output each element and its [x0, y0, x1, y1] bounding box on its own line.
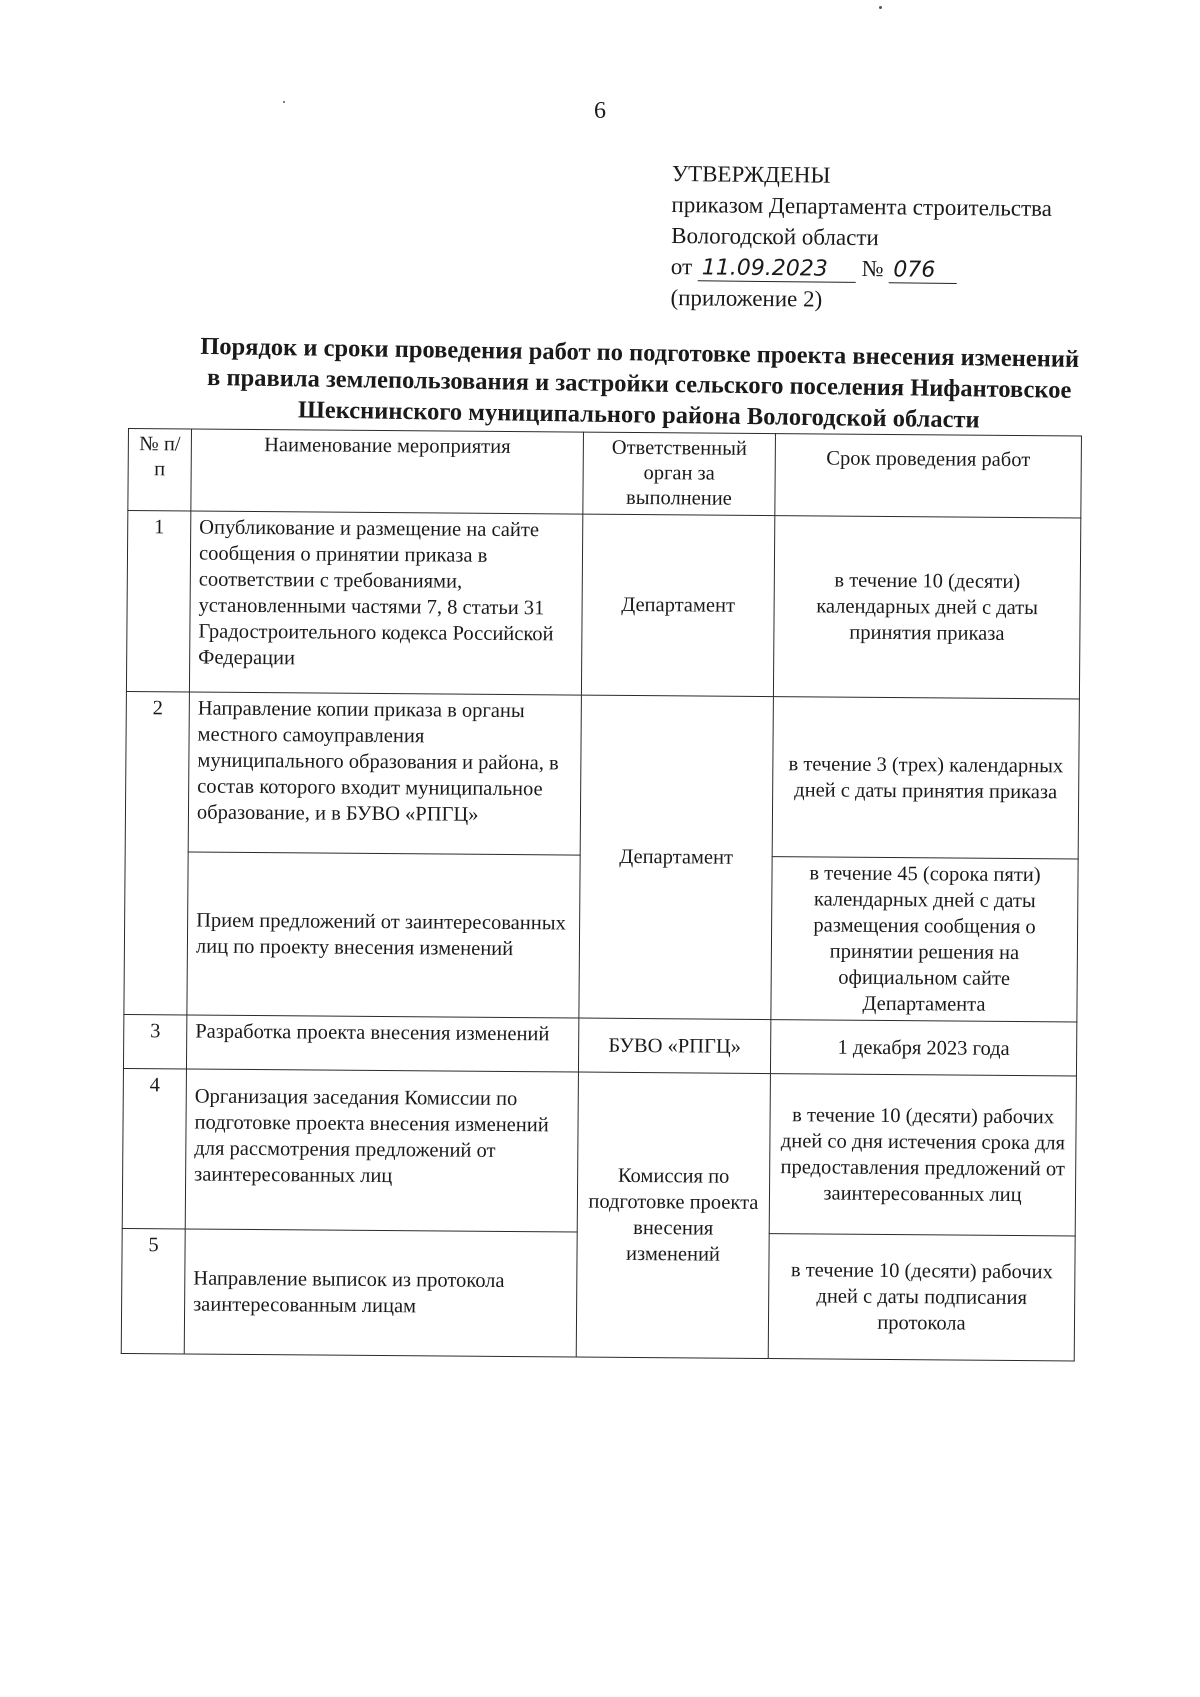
table-row — [125, 691, 1079, 858]
approval-heading: УТВЕРЖДЕНЫ — [671, 160, 831, 188]
approval-appendix-line: (приложение 2) — [670, 284, 823, 312]
title-line-3: Шекснинского муниципального района Вологодской области — [297, 396, 980, 434]
row-term: в течение 45 (сорока пяти) календарных дней с даты размещения сообщения о принятии решения на официальном сайте Департамента — [771, 857, 1078, 1022]
schedule-table — [121, 428, 1082, 1361]
row-num: 1 — [126, 511, 190, 692]
table-row — [126, 511, 1080, 699]
title-line-2: в правила землепользования и застройки сельского поселения Нифантовское — [206, 364, 1072, 404]
row-num: 3 — [123, 1014, 186, 1068]
order-date: 11.09.2023 — [698, 256, 856, 283]
header-responsible: Ответственный орган за выполнение — [583, 432, 776, 516]
row-term: в течение 10 (десяти) рабочих дней со дня истечения срока для предоставления предложений от заинтересованных лиц — [769, 1074, 1076, 1236]
date-prefix: от — [670, 253, 693, 280]
table-header-row — [128, 429, 1082, 518]
row-responsible: Департамент — [579, 695, 774, 1019]
row-name: Разработка проекта внесения изменений — [186, 1015, 578, 1072]
row-responsible: Департамент — [581, 514, 774, 697]
row-term: в течение 3 (трех) календарных дней с даты принятия приказа — [772, 697, 1079, 859]
approval-date-line — [671, 251, 1052, 286]
approval-stamp-block — [670, 158, 1052, 317]
row-num: 4 — [122, 1068, 186, 1228]
row-term: 1 декабря 2023 года — [770, 1020, 1076, 1076]
row-responsible: Комиссия по подготовке проекта внесения изменений — [576, 1072, 770, 1358]
row-term: в течение 10 (десяти) рабочих дней с даты подписания протокола — [768, 1234, 1075, 1361]
title-line-1: Порядок и сроки проведения работ по подготовке проекта внесения изменений — [200, 332, 1080, 373]
scan-speck — [879, 6, 882, 9]
approval-region-line: Вологодской области — [671, 222, 879, 251]
row-name: Опубликование и размещение на сайте сообщения о принятии приказа в соответствии с требованиями, установленными частями 7, 8 статьи 31 Градостроительного кодекса Российской Федерации — [189, 511, 582, 695]
row-name: Организация заседания Комиссии по подготовке проекта внесения изменений для рассмотрения предложений от заинтересованных лиц — [185, 1069, 578, 1232]
row-responsible: БУВО «РПГЦ» — [578, 1018, 770, 1074]
row-term: в течение 10 (десяти) календарных дней с даты принятия приказа — [773, 516, 1080, 699]
row-name: Прием предложений от заинтересованных лиц по проекту внесения изменений — [187, 852, 580, 1018]
row-name: Направление выписок из протокола заинтересованным лицам — [184, 1229, 577, 1357]
approval-order-line: приказом Департамента строительства — [671, 191, 1052, 221]
page-number: 6 — [594, 98, 606, 124]
table-row — [122, 1068, 1076, 1235]
header-name: Наименование мероприятия — [191, 429, 584, 514]
header-num: № п/п — [128, 429, 192, 511]
document-title — [139, 330, 1140, 438]
table-row — [123, 1014, 1076, 1075]
row-num: 2 — [124, 691, 190, 1014]
row-num: 5 — [121, 1228, 185, 1353]
row-name: Направление копии приказа в органы местного самоуправления муниципального образования и района, в состав которого входит муниципальное образование, и в БУВО «РПГЦ» — [188, 692, 581, 855]
number-prefix: № — [861, 255, 884, 282]
order-number: 076 — [889, 258, 957, 284]
header-term: Срок проведения работ — [775, 434, 1082, 518]
